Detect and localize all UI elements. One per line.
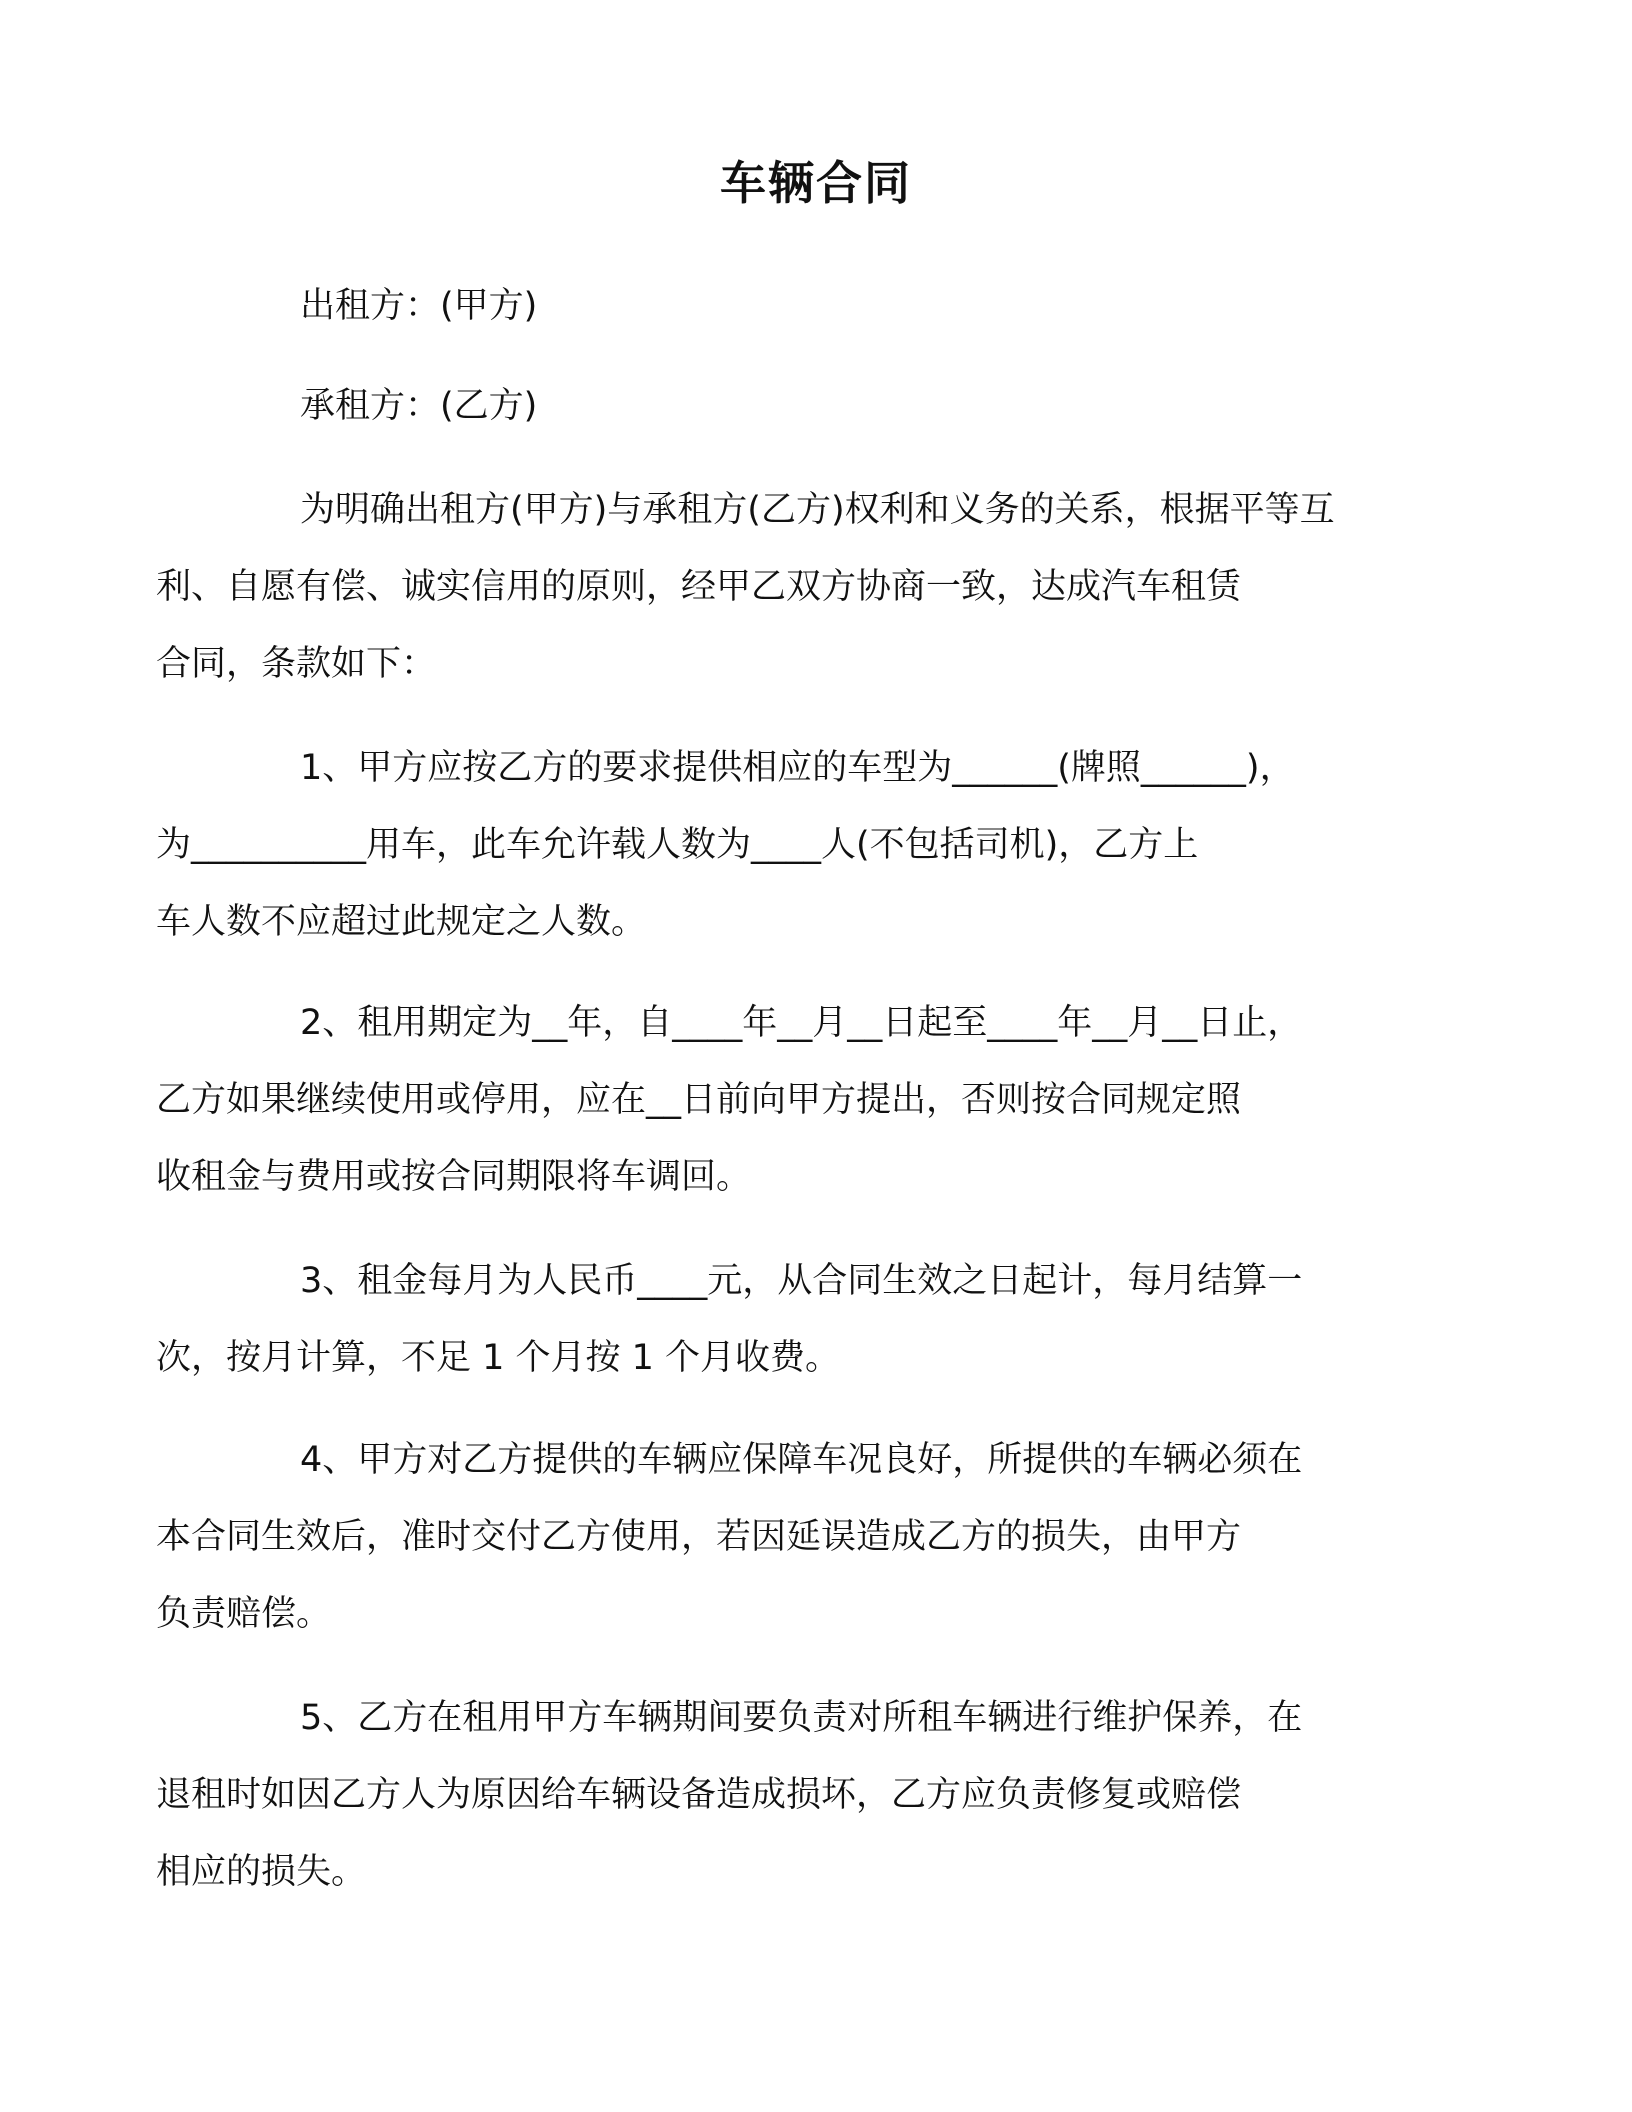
clause-line: 相应的损失。 xyxy=(156,1852,367,1892)
clause-line: 乙方如果继续使用或停用，应在__日前向甲方提出，否则按合同规定照 xyxy=(156,1080,1242,1120)
clause-3 xyxy=(156,1243,1418,1397)
document-title: 车辆合同 xyxy=(720,156,912,210)
clause-1 xyxy=(156,730,1418,961)
clause-line: 本合同生效后，准时交付乙方使用，若因延误造成乙方的损失，由甲方 xyxy=(156,1517,1242,1557)
lessor-text: 出租方：(甲方) xyxy=(300,286,538,326)
clause-line: 负责赔偿。 xyxy=(156,1594,332,1634)
clause-line: 4、甲方对乙方提供的车辆应保障车况良好，所提供的车辆必须在 xyxy=(300,1440,1303,1480)
intro-line: 利、自愿有偿、诚实信用的原则，经甲乙双方协商一致，达成汽车租赁 xyxy=(156,567,1242,607)
lessee-text: 承租方：(乙方) xyxy=(300,386,538,426)
clause-line: 5、乙方在租用甲方车辆期间要负责对所租车辆进行维护保养，在 xyxy=(300,1698,1303,1738)
clause-line: 2、租用期定为__年，自____年__月__日起至____年__月__日止， xyxy=(300,1003,1303,1043)
intro-line: 合同，条款如下： xyxy=(156,644,437,684)
lessor-line xyxy=(228,268,1418,345)
clause-line: 次，按月计算，不足 1 个月按 1 个月收费。 xyxy=(156,1338,841,1378)
clause-line: 1、甲方应按乙方的要求提供相应的车型为______(牌照______)， xyxy=(300,748,1295,788)
clause-line: 退租时如因乙方人为原因给车辆设备造成损坏，乙方应负责修复或赔偿 xyxy=(156,1775,1242,1815)
clause-2 xyxy=(156,985,1418,1216)
intro-paragraph xyxy=(156,472,1418,703)
clause-4 xyxy=(156,1422,1418,1653)
clause-line: 为__________用车，此车允许载人数为____人(不包括司机)，乙方上 xyxy=(156,825,1199,865)
lessee-line xyxy=(228,368,1418,445)
clause-5 xyxy=(156,1680,1418,1911)
clause-line: 3、租金每月为人民币____元，从合同生效之日起计，每月结算一 xyxy=(300,1261,1303,1301)
clause-line: 车人数不应超过此规定之人数。 xyxy=(156,902,647,942)
clause-line: 收租金与费用或按合同期限将车调回。 xyxy=(156,1157,752,1197)
intro-line: 为明确出租方(甲方)与承租方(乙方)权利和义务的关系，根据平等互 xyxy=(300,490,1335,530)
